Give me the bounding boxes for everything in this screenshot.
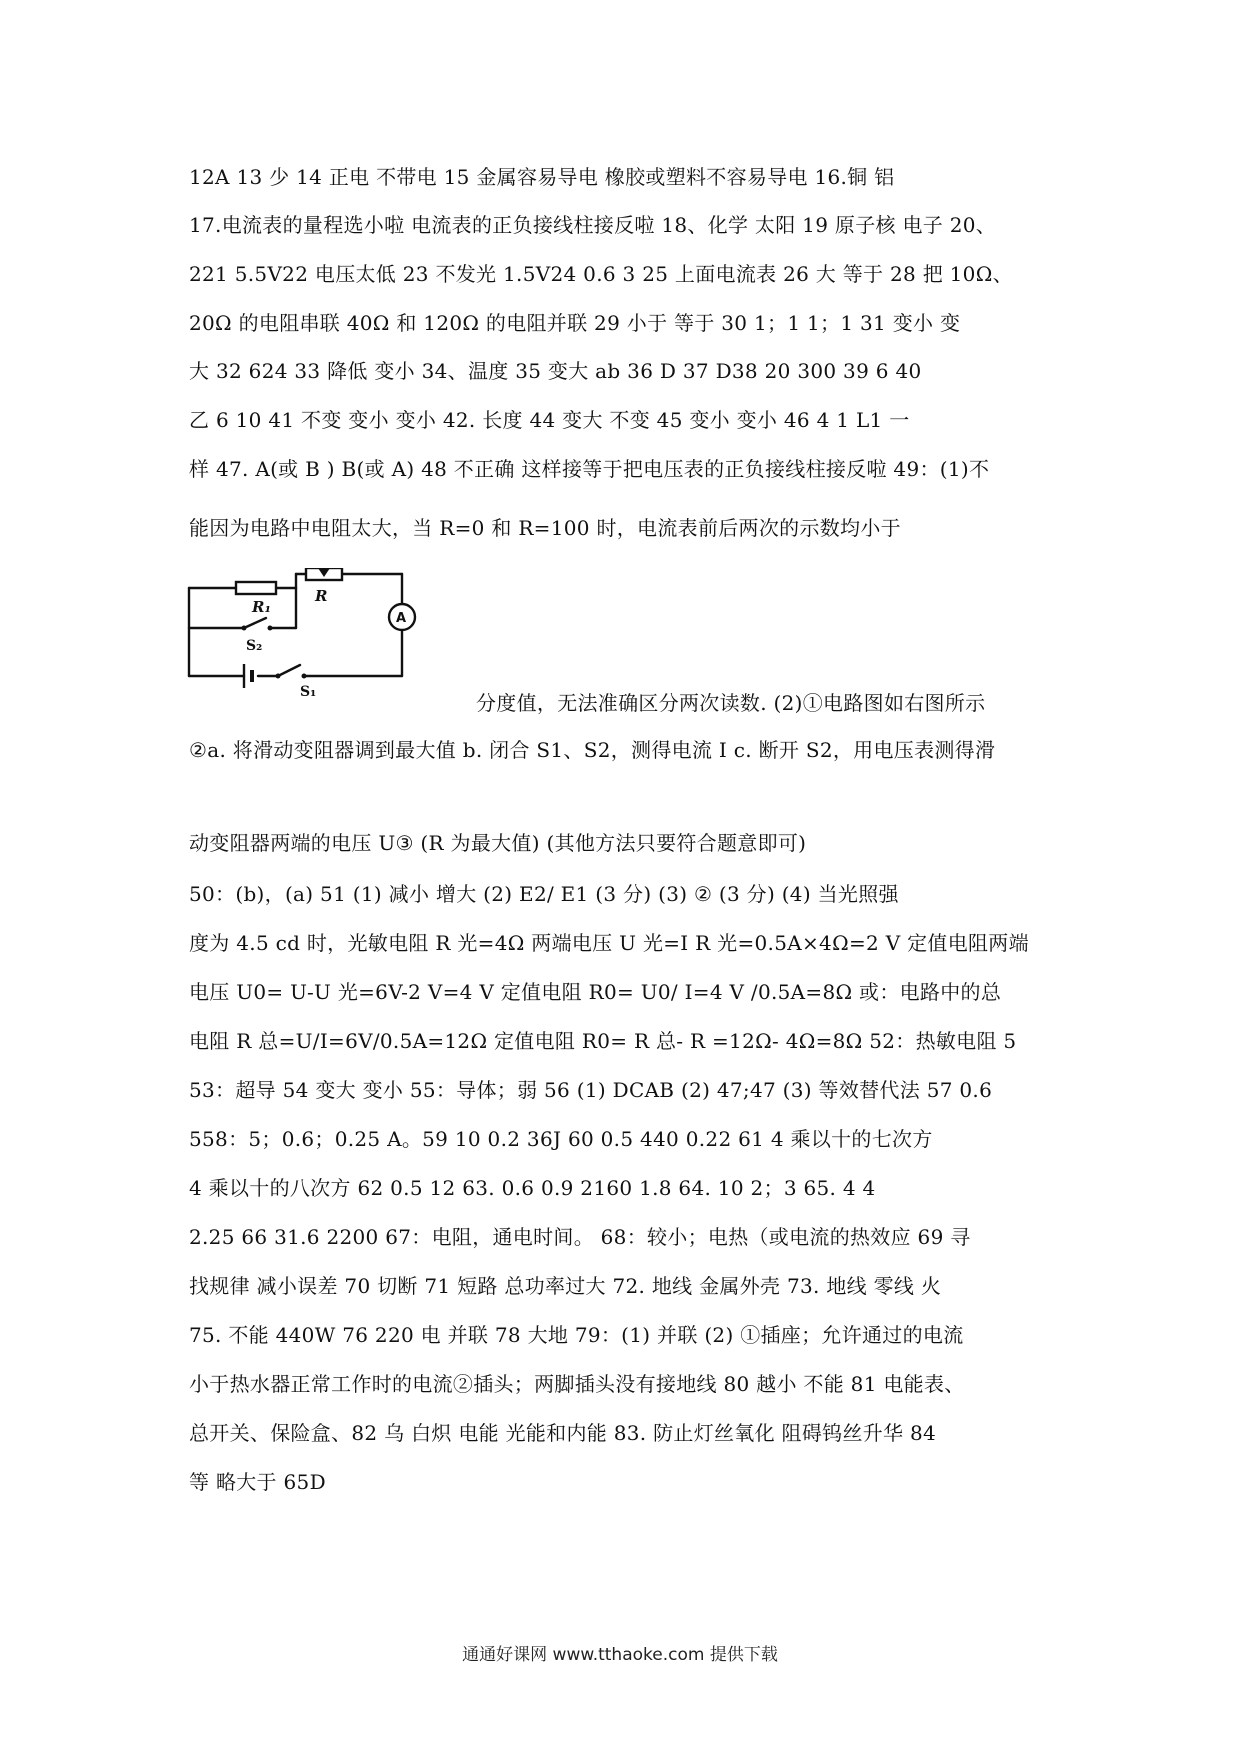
label-s2: S₂ xyxy=(246,638,263,654)
answer-line-1: 12A 13 少 14 正电 不带电 15 金属容易导电 橡胶或塑料不容易导电 16.铜 铝 xyxy=(189,165,895,189)
answer-line-17: 558：5；0.6；0.25 A。59 10 0.2 36J 60 0.5 440 0.22 61 4 乘以十的七次方 xyxy=(189,1127,933,1151)
switch-s1-blade xyxy=(278,665,300,676)
s1-contact-left xyxy=(276,674,281,679)
answer-line-18: 4 乘以十的八次方 62 0.5 12 63. 0.6 0.9 2160 1.8 64. 10 2；3 65. 4 4 xyxy=(189,1176,876,1200)
answer-line-16: 53：超导 54 变大 变小 55：导体；弱 56 (1) DCAB (2) 47;47 (3) 等效替代法 57 0.6 xyxy=(189,1078,993,1102)
s2-contact-left xyxy=(242,626,247,631)
answer-line-6: 乙 6 10 41 不变 变小 变小 42. 长度 44 变大 不变 45 变小 变小 46 4 1 L1 一 xyxy=(189,408,910,432)
answer-line-2: 17.电流表的量程选小啦 电流表的正负接线柱接反啦 18、化学 太阳 19 原子核 电子 20、 xyxy=(189,213,997,237)
label-r: R xyxy=(315,587,328,605)
answer-line-22: 小于热水器正常工作时的电流②插头；两脚插头没有接地线 80 越小 不能 81 电能表、 xyxy=(189,1372,965,1396)
answer-line-24: 等 略大于 65D xyxy=(189,1470,326,1494)
answer-line-13: 度为 4.5 cd 时，光敏电阻 R 光=4Ω 两端电压 U 光=I R 光=0.5A×4Ω=2 V 定值电阻两端 xyxy=(189,931,1029,955)
answer-line-10: ②a. 将滑动变阻器调到最大值 b. 闭合 S1、S2，测得电流 I c. 断开 S2，用电压表测得滑 xyxy=(189,738,996,762)
s2-contact-right xyxy=(268,626,273,631)
circuit-diagram xyxy=(186,568,434,700)
label-r1: R₁ xyxy=(252,598,272,616)
answer-line-21: 75. 不能 440W 76 220 电 并联 78 大地 79：(1) 并联 (2) ①插座；允许通过的电流 xyxy=(189,1323,964,1347)
answer-line-9: 分度值，无法准确区分两次读数. (2)①电路图如右图所示 xyxy=(476,691,986,715)
answer-line-15: 电阻 R 总=U/I=6V/0.5A=12Ω 定值电阻 R0= R 总- R =12Ω- 4Ω=8Ω 52：热敏电阻 5 xyxy=(189,1029,1017,1053)
switch-s2-blade xyxy=(244,618,266,628)
answer-line-19: 2.25 66 31.6 2200 67：电阻，通电时间。 68：较小；电热（或电流的热效应 69 寻 xyxy=(189,1225,971,1249)
answer-line-12: 50：(b)，(a) 51 (1) 减小 增大 (2) E2/ E1 (3 分) (3) ② (3 分) (4) 当光照强 xyxy=(189,882,899,906)
s1-contact-right xyxy=(302,674,307,679)
answer-line-14: 电压 U0= U-U 光=6V-2 V=4 V 定值电阻 R0= U0/ I=4 V /0.5A=8Ω 或：电路中的总 xyxy=(189,980,1002,1004)
answer-line-20: 找规律 减小误差 70 切断 71 短路 总功率过大 72. 地线 金属外壳 73. 地线 零线 火 xyxy=(189,1274,942,1298)
answer-line-8: 能因为电路中电阻太大，当 R=0 和 R=100 时，电流表前后两次的示数均小于 xyxy=(189,516,901,540)
answer-line-11: 动变阻器两端的电压 U③ (R 为最大值) (其他方法只要符合题意即可) xyxy=(189,831,807,855)
label-ammeter: A xyxy=(396,611,407,626)
answer-line-7: 样 47. A(或 B ) B(或 A) 48 不正确 这样接等于把电压表的正负接线柱接反啦 49：(1)不 xyxy=(189,457,990,481)
label-s1: S₁ xyxy=(300,684,317,700)
answer-line-4: 20Ω 的电阻串联 40Ω 和 120Ω 的电阻并联 29 小于 等于 30 1；1 1；1 31 变小 变 xyxy=(189,311,961,335)
resistor-r1 xyxy=(236,582,276,594)
answer-line-23: 总开关、保险盒、82 乌 白炽 电能 光能和内能 83. 防止灯丝氧化 阻碍钨丝升华 84 xyxy=(189,1421,937,1445)
answer-line-5: 大 32 624 33 降低 变小 34、温度 35 变大 ab 36 D 37 D38 20 300 39 6 40 xyxy=(189,359,922,383)
footer-credit: 通通好课网 www.tthaoke.com 提供下载 xyxy=(462,1645,778,1665)
answer-line-3: 221 5.5V22 电压太低 23 不发光 1.5V24 0.6 3 25 上面电流表 26 大 等于 28 把 10Ω、 xyxy=(189,262,1013,286)
